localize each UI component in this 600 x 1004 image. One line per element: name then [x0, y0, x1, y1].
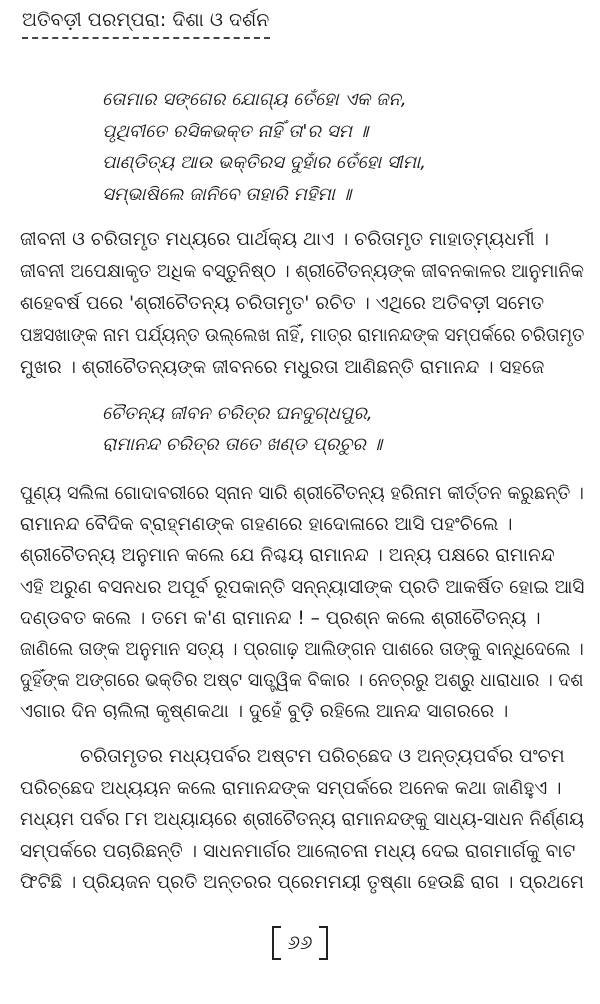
header-dashed-rule — [22, 37, 270, 39]
verse-block-1 — [102, 84, 426, 210]
text-line: ପଞ୍ଚସଖାଙ୍କ ନାମ ପର୍ଯ୍ୟନ୍ତ ଉଲ୍ଲେଖ ନାହିଁ, ମାତ୍ର ରାମାନନ୍ଦଙ୍କ ସମ୍ପର୍କରେ ଚରିତାମୃତ — [20, 325, 585, 346]
text-line: ପରିଚ୍ଛେଦ ଅଧ୍ୟୟନ କଲେ ରାମାନନ୍ଦଙ୍କ ସମ୍ପର୍କରେ ଅନେକ କଥା ଜାଣିହୁଏ । — [20, 777, 562, 799]
text-line: ଫିଟିଛି । ପ୍ରିୟଜନ ପ୍ରତି ଅନ୍ତରର ପ୍ରେମମୟୀ ତୃଷ୍ଣା ହେଉଛି ରାଗ । ପ୍ରଥମେ — [20, 872, 584, 893]
text-line: ଚରିତାମୃତର ମଧ୍ୟପର୍ବର ଅଷ୍ଟମ ପରିଚ୍ଛେଦ ଓ ଅନ୍ତ୍ୟପର୍ବର ପଂଚମ — [80, 746, 565, 767]
paragraph-1 — [20, 224, 584, 384]
paragraph-3 — [20, 741, 584, 899]
page-number: ୬୬ — [287, 930, 313, 954]
text-line: ଶ୍ରୀଚୈତନ୍ୟ ଅନୁମାନ କଲେ ଯେ ନିଶ୍ଚୟ ରାମାନନ୍ଦ । ଅନ୍ୟ ପକ୍ଷରେ ରାମାନନ୍ଦ — [20, 545, 555, 567]
text-line: ଜୀବନୀ ଓ ଚରିତାମୃତ ମଧ୍ୟରେ ପାର୍ଥକ୍ୟ ଥାଏ । ଚରିତାମୃତ ମାହାତ୍ମ୍ୟଧର୍ମୀ । — [20, 229, 549, 250]
verse-line: ତୋମାର ସଙ୍ଗେର ଯୋଗ୍ୟ ତେଁହୋ ଏକ ଜନ, — [102, 89, 407, 110]
verse-line: ପାଣ୍ଡିତ୍ୟ ଆଉ ଭକ୍ତିରସ ଦୁହାଁର ତେଁହୋ ସୀମା, — [102, 152, 426, 173]
text-line: ସମ୍ପର୍କରେ ପଚାରିଛନ୍ତି । ସାଧନମାର୍ଗର ଆଲୋଚନା ମଧ୍ୟ ଦେଇ ରାଗମାର୍ଗକୁ ବାଟ — [20, 840, 576, 862]
text-line: ମୁଖର । ଶ୍ରୀଚୈତନ୍ୟଙ୍କ ଜୀବନରେ ମଧୁରତା ଆଣିଛନ୍ତି ରାମାନନ୍ଦ । ସହଜେ — [20, 357, 545, 378]
running-title: ଅତିବଡ଼ୀ ପରମ୍ପରା: ଦିଶା ଓ ଦର୍ଶନ — [22, 9, 270, 31]
verse-block-2 — [102, 398, 382, 460]
right-bracket-decoration — [319, 926, 328, 960]
page-number-box — [250, 922, 350, 962]
verse-line: ଚୈତନ୍ୟ ଜୀବନ ଚରିତ୍ର ଘନଦୁଗ୍ଧପୁର, — [102, 403, 373, 424]
text-line: ଏଗାର ଦିନ ଚାଲିଲା କୃଷ୍ଣକଥା । ଦୁହେଁ ବୁଡ଼ି ରହିଲେ ଆନନ୍ଦ ସାଗରରେ । — [20, 701, 509, 723]
text-line: ଦୁହିଁଙ୍କ ଅଙ୍ଗରେ ଭକ୍ତିର ଅଷ୍ଟ ସାତ୍ତ୍ୱିକ ବିକାର । ନେତ୍ରରୁ ଅଶ୍ରୁ ଧାରାଧାର । ଦଶ — [20, 670, 584, 692]
text-line: ଜାଣିଲେ ତାଙ୍କ ଅନୁମାନ ସତ୍ୟ । ପ୍ରଗାଢ଼ ଆଲିଙ୍ଗନ ପାଶରେ ତାଙ୍କୁ ବାନ୍ଧିଦେଲେ । — [20, 639, 584, 661]
verse-line: ପୃଥିବୀତେ ରସିକଭକ୍ତ ନାହିଁ ତା'ର ସମ ॥ — [102, 120, 369, 142]
verse-line: ସମ୍ଭାଷିଲେ ଜାନିବେ ତାହାରି ମହିମା ॥ — [102, 183, 352, 205]
text-line: ମଧ୍ୟମ ପର୍ବର ୮ମ ଅଧ୍ୟାୟରେ ଶ୍ରୀଚୈତନ୍ୟ ରାମାନନ୍ଦଙ୍କୁ ସାଧ୍ୟ-ସାଧନ ନିର୍ଣ୍ଣୟ — [20, 809, 585, 830]
text-line: ପୁଣ୍ୟ ସଲିଳା ଗୋଦାବରୀରେ ସ୍ନାନ ସାରି ଶ୍ରୀଚୈତନ୍ୟ ହରିନାମ କୀର୍ତ୍ତନ କରୁଛନ୍ତି । — [20, 483, 584, 504]
text-line: ରାମାନନ୍ଦ ବୈଦିକ ବ୍ରାହ୍ମଣଙ୍କ ଗହଣରେ ହାଦୋଳାରେ ଆସି ପହଂଚିଲେ । — [20, 514, 513, 536]
text-line: ଦଣ୍ଡବତ କଲେ । ତମେ କ'ଣ ରାମାନନ୍ଦ ! – ପ୍ରଶ୍ନ କଲେ ଶ୍ରୀଚୈତନ୍ୟ । — [20, 607, 541, 629]
text-line: ଏହି ଅରୁଣ ବସନଧର ଅପୂର୍ବ ରୂପକାନ୍ତି ସନ୍ନ୍ୟାସୀଙ୍କ ପ୍ରତି ଆକର୍ଷିତ ହୋଇ ଆସି — [20, 576, 585, 598]
left-bracket-decoration — [272, 926, 281, 960]
verse-line: ରାମାନନ୍ଦ ଚରିତ୍ର ତାତେ ଖଣ୍ଡ ପ୍ରଚୁର ॥ — [102, 434, 383, 455]
text-line: ଶହେବର୍ଷ ପରେ 'ଶ୍ରୀଚୈତନ୍ୟ ଚରିତାମୃତ' ରଚିତ । ଏଥିରେ ଅତିବଡ଼ୀ ସମେତ — [20, 293, 545, 314]
text-line: ଜୀବନୀ ଅପେକ୍ଷାକୃତ ଅଧିକ ବସ୍ତୁନିଷ୍ଠ । ଶ୍ରୀଚୈତନ୍ୟଙ୍କ ଜୀବନକାଳର ଆନୁମାନିକ — [20, 261, 585, 282]
paragraph-2 — [20, 478, 584, 728]
